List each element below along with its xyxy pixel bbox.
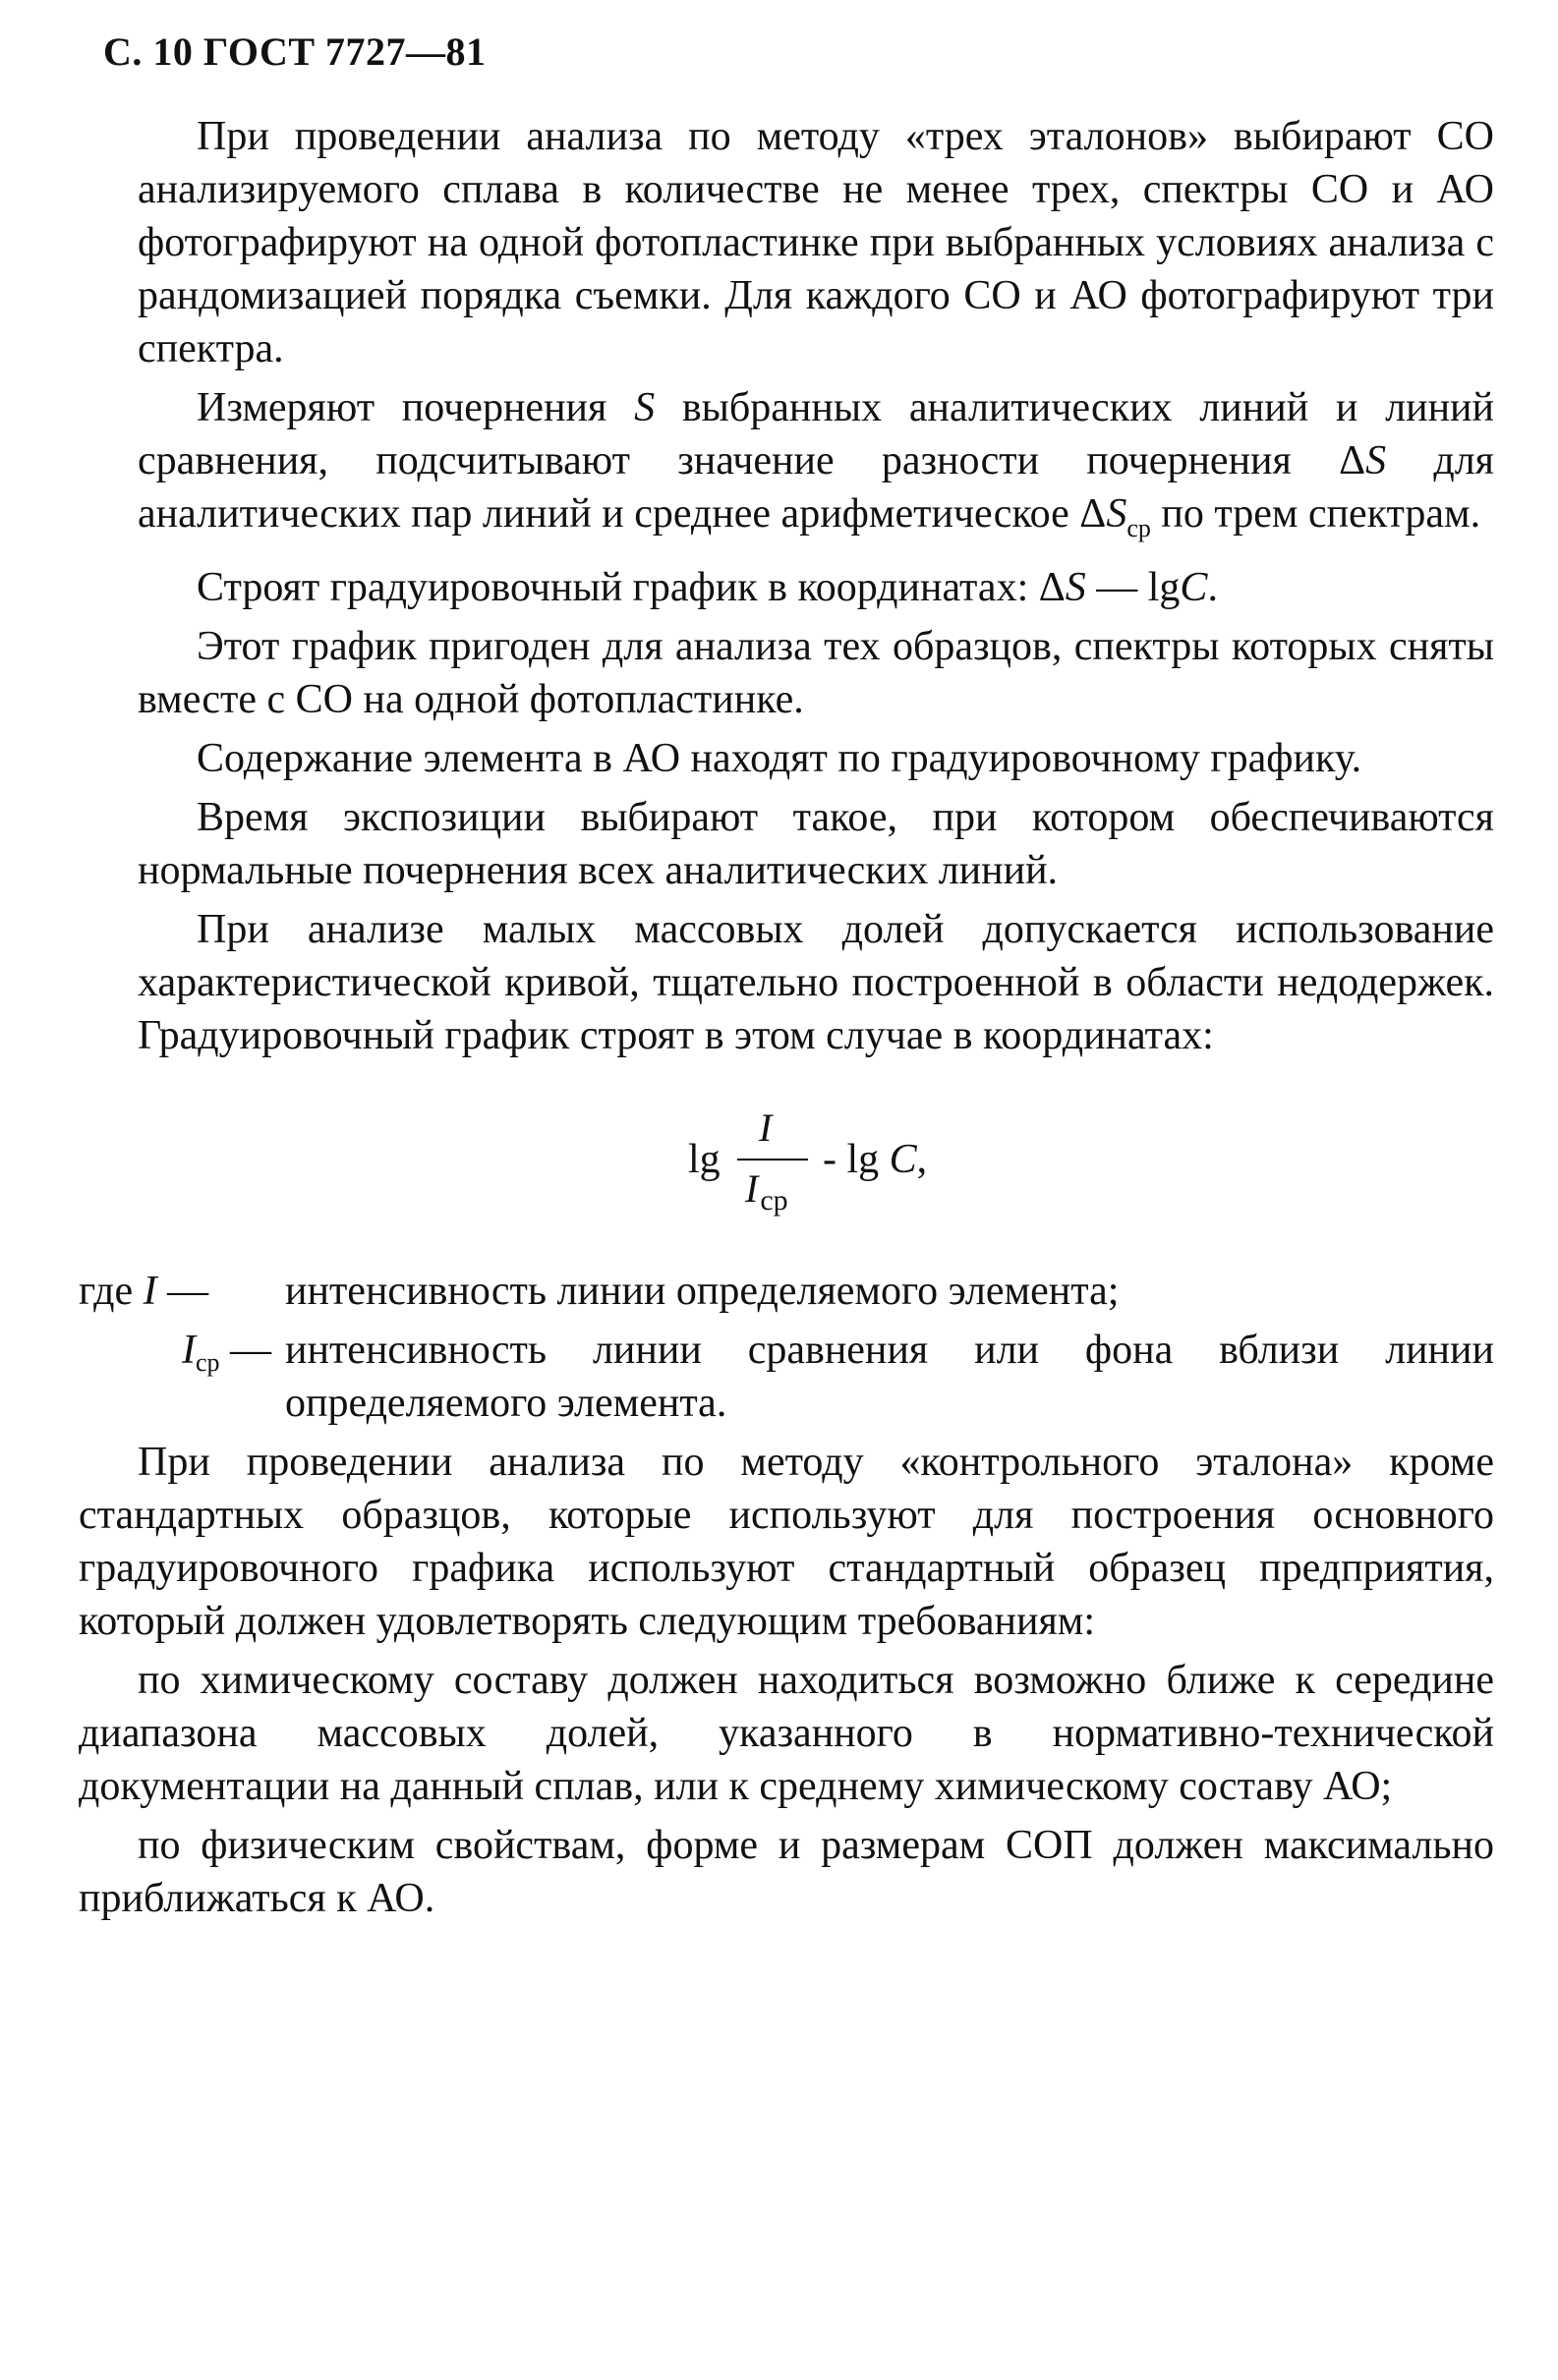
text-run: для аналитических пар линий и среднее арифметическое Δ (138, 438, 1494, 537)
subscript-sr: ср (1126, 514, 1151, 542)
formula-denominator (745, 1162, 788, 1227)
formula-rest (823, 1133, 927, 1186)
formula-fraction (737, 1102, 811, 1219)
paragraph-graph-suitable: Этот график пригоден для анализа тех образцов, спектры которых сняты вместе с СО на одной фотопластинке. (138, 624, 1494, 722)
symbol-s: S (1106, 491, 1127, 537)
definition-term (79, 1265, 285, 1318)
formula-numerator: I (759, 1105, 773, 1150)
text-run: . (1207, 565, 1218, 610)
symbol-i: I (182, 1328, 196, 1373)
paragraph-physical-properties: по физическим свойствам, форме и размерам СОП должен максимально приближаться к АО. (79, 1823, 1494, 1921)
subscript-sr: ср (196, 1348, 220, 1377)
paragraph-control-standard: При проведении анализа по методу «контрольного эталона» кроме стандартных образцов, которые используют для построения основного градуировочного графика используют стандартный образец предприятия, который должен удовлетворять следующим требованиям: (79, 1440, 1494, 1644)
definition-dash: — (156, 1269, 209, 1314)
paragraph-element-content: Содержание элемента в АО находят по градуировочному графику. (197, 736, 1362, 781)
text-run: выбранных аналитических линий и линий сравнения, подсчитывают значение разности почернения Δ (138, 385, 1495, 483)
running-head: С. 10 ГОСТ 7727—81 (103, 29, 487, 74)
paragraph-three-standards: При проведении анализа по методу «трех эталонов» выбирают СО анализируемого сплава в количестве не менее трех, спектры СО и АО фотографируют на одной фотопластинке при выбранных условиях анализа с рандомизацией порядка съемки. Для каждого СО и АО фотографируют три спектра. (138, 114, 1494, 371)
definition-dash: — (219, 1328, 272, 1373)
definition-term (79, 1324, 285, 1430)
symbol-i: I (143, 1269, 157, 1314)
document-body (79, 110, 1495, 1931)
definition-text: интенсивность линии определяемого элемента; (285, 1269, 1120, 1314)
text-run: по трем спектрам. (1150, 491, 1481, 537)
definition-i-sr (79, 1324, 1494, 1430)
text-run: — lg (1085, 565, 1181, 610)
symbol-c: C (1180, 565, 1208, 610)
formula-minus-lg: - lg (823, 1137, 880, 1182)
formula-lg-ratio (138, 1102, 1494, 1239)
paragraph-low-mass-fractions: При анализе малых массовых долей допускается использование характеристической кривой, тщательно построенной в области недодержек. Градуировочный график строят в этом случае в координатах: (138, 907, 1494, 1058)
paragraph-chemical-composition: по химическому составу должен находиться возможно ближе к середине диапазона массовых долей, указанного в нормативно-технической документации на данный сплав, или к среднему химическому составу АО; (79, 1658, 1494, 1809)
symbol-s: S (1365, 438, 1387, 483)
paragraph-calibration-axes (138, 561, 1494, 614)
formula-comma: , (916, 1137, 928, 1182)
definition-text: интенсивность линии сравнения или фона вблизи линии определяемого элемента. (285, 1328, 1494, 1426)
symbol-s: S (1065, 565, 1086, 610)
definition-i (79, 1265, 1494, 1318)
text-run: Строят градуировочный график в координатах: Δ (197, 565, 1066, 610)
paragraph-exposure-time: Время экспозиции выбирают такое, при котором обеспечиваются нормальные почернения всех аналитических линий. (138, 795, 1494, 893)
formula-var-c: C (889, 1137, 917, 1182)
formula-denominator-sub: ср (760, 1184, 788, 1217)
text-run: Измеряют почернения (197, 385, 635, 430)
text-run: где (79, 1269, 144, 1314)
formula-lg: lg (688, 1137, 721, 1182)
paragraph-measure-blackening (138, 381, 1494, 555)
fraction-bar (737, 1159, 808, 1161)
formula-denominator-symbol: I (745, 1166, 759, 1211)
symbol-s: S (634, 385, 656, 430)
